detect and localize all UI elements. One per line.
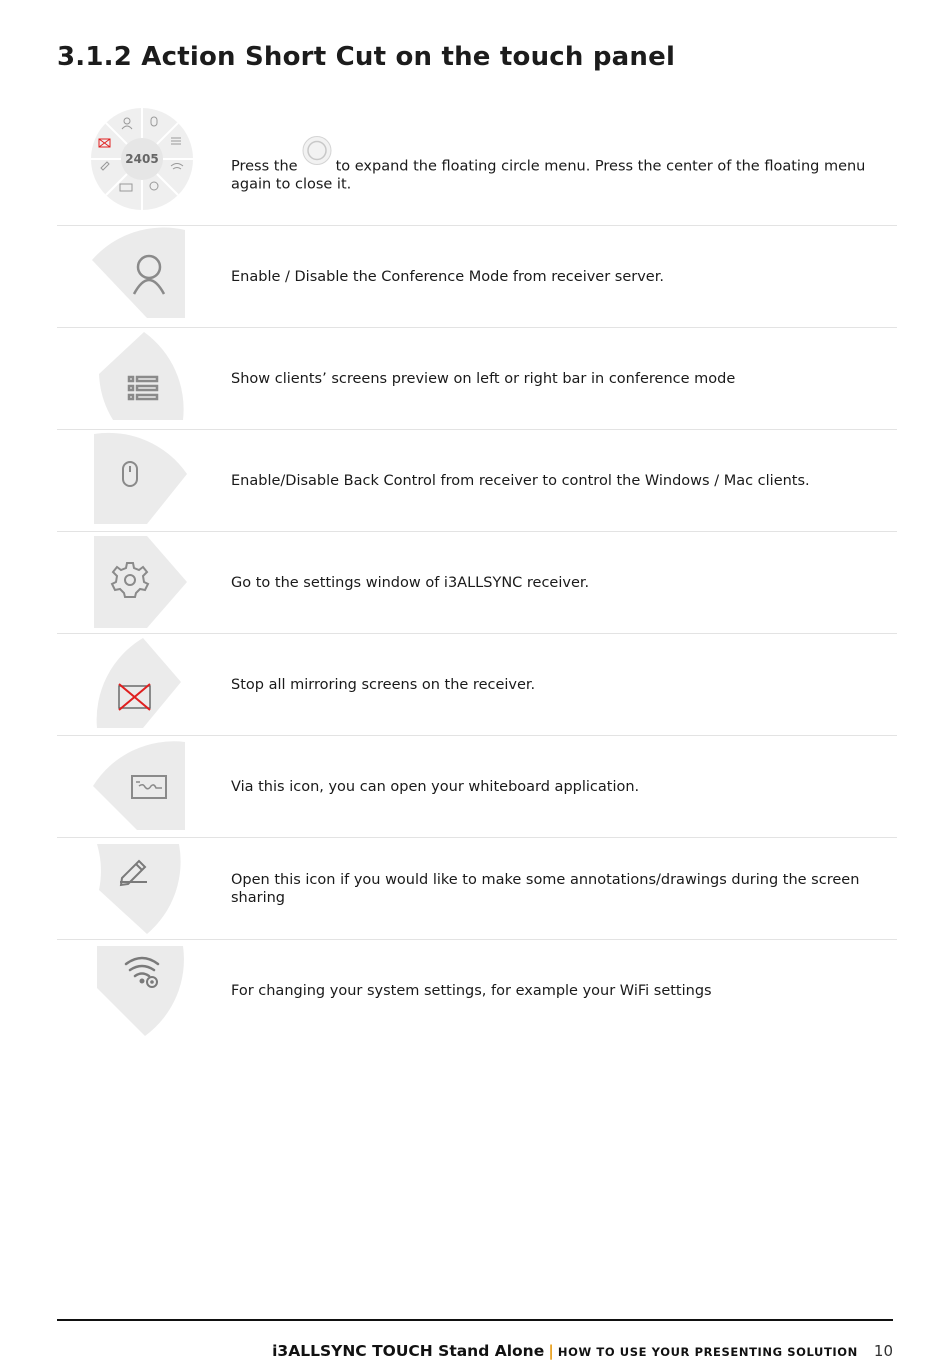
text-before-button: Press the [231, 158, 298, 175]
mouse-icon [87, 430, 197, 530]
list-icon [87, 328, 197, 428]
shortcut-description: Open this icon if you would like to make some annotations/drawings during the screen sharing [231, 871, 860, 906]
shortcut-description: For changing your system settings, for example your WiFi settings [231, 982, 712, 999]
page-number: 10 [873, 1342, 893, 1360]
shortcut-row-floating-menu [57, 100, 897, 226]
shortcut-description: Stop all mirroring screens on the receiver. [231, 676, 536, 693]
gear-icon [87, 532, 197, 632]
shortcut-description: Enable / Disable the Conference Mode from receiver server. [231, 268, 664, 285]
whiteboard-icon [87, 736, 197, 836]
shortcut-row-conference [57, 226, 897, 328]
footer-separator: | [548, 1342, 554, 1360]
shortcut-description: Show clients’ screens preview on left or right bar in conference mode [231, 370, 736, 387]
pencil-icon [87, 838, 197, 938]
shortcut-row-whiteboard [57, 736, 897, 838]
footer-subtitle: HOW TO USE YOUR PRESENTING SOLUTION [557, 1345, 858, 1359]
shortcut-row-stop [57, 634, 897, 736]
shortcut-description [231, 143, 887, 194]
stop-mirroring-icon [87, 634, 197, 734]
page-title: 3.1.2 Action Short Cut on the touch panel [57, 42, 676, 72]
shortcut-description: Via this icon, you can open your whiteboard application. [231, 778, 640, 795]
footer [272, 1342, 893, 1360]
shortcut-table [57, 100, 897, 1041]
shortcut-description: Go to the settings window of i3ALLSYNC receiver. [231, 574, 590, 591]
shortcut-row-preview [57, 328, 897, 430]
shortcut-description: Enable/Disable Back Control from receiver to control the Windows / Mac clients. [231, 472, 810, 489]
floating-circle-menu-icon [87, 104, 197, 214]
shortcut-row-annotation [57, 838, 897, 940]
floating-button-icon [301, 135, 333, 167]
shortcut-row-back-control [57, 430, 897, 532]
menu-number: 2405 [125, 152, 159, 166]
wifi-settings-icon [87, 940, 197, 1040]
footer-divider [57, 1319, 893, 1321]
text-after-button: to expand the floating circle menu. Press the center of the floating menu again to close it. [231, 158, 866, 193]
user-icon [87, 226, 197, 326]
footer-brand: i3ALLSYNC TOUCH Stand Alone [272, 1342, 545, 1360]
shortcut-row-system-settings [57, 940, 897, 1041]
shortcut-row-settings [57, 532, 897, 634]
